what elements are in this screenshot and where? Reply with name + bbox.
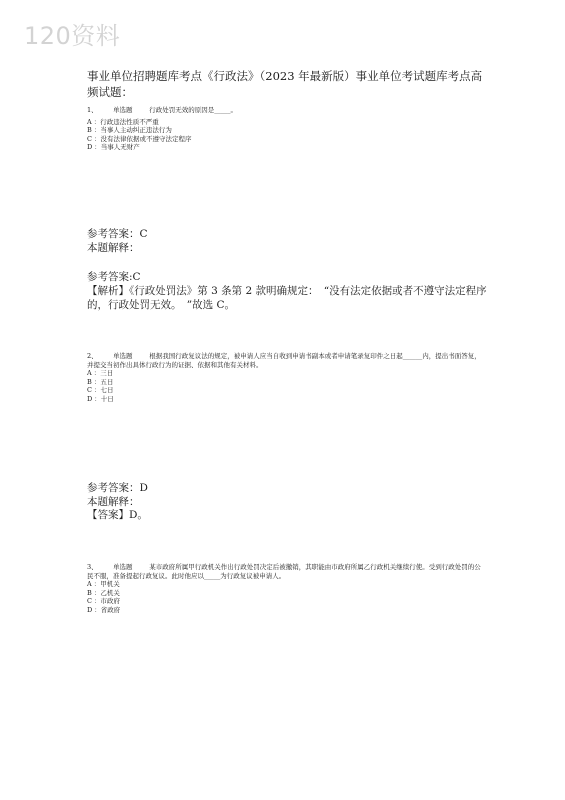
explanation-text: 【答案】D。 bbox=[87, 509, 148, 521]
explanation-answer: 参考答案:C bbox=[87, 271, 141, 283]
answer-block-2 bbox=[87, 482, 487, 523]
answer-block-1 bbox=[87, 228, 487, 255]
option-d: D ：十日 bbox=[87, 394, 114, 403]
option-list bbox=[87, 118, 487, 152]
option-d: D ：当事人无财产 bbox=[87, 143, 140, 152]
question-stem: 1、 单选题 行政处罚无效的原因是_____。 bbox=[87, 106, 238, 114]
reference-answer: 参考答案：C bbox=[87, 228, 148, 240]
watermark-logo: 120资料 bbox=[24, 22, 121, 50]
explain-label: 本题解释： bbox=[87, 495, 140, 508]
explanation-text: 【解析】《行政处罚法》第 3 条第 2 款明确规定： “没有法定依据或者不遵守法定程序的，行政处罚无效。 ”故选 C。 bbox=[87, 285, 487, 311]
option-a: A ：行政违法性质不严重 bbox=[87, 117, 159, 126]
question-2 bbox=[87, 352, 487, 404]
option-b: B ：当事人主动纠正违法行为 bbox=[87, 126, 172, 135]
reference-answer: 参考答案：D bbox=[87, 482, 148, 494]
document-title: 事业单位招聘题库考点《行政法》（2023 年最新版）事业单位考试题库考点高频试题： bbox=[87, 69, 483, 99]
option-c: C ：没有法律依据或不遵守法定程序 bbox=[87, 134, 192, 143]
question-stem: 2、 单选题 根据我国行政复议法的规定，被申请人应当自收到申请书副本或者申请笔录复印件之日起______内，提出书面答复，并提交当初作出具体行政行为的证据、依据和其他有关材料。 bbox=[87, 352, 481, 369]
question-3 bbox=[87, 563, 487, 615]
option-d: D ：省政府 bbox=[87, 605, 121, 614]
question-stem: 3、 单选题 某市政府所属甲行政机关作出行政处罚决定后被撤销，其职能由市政府所属乙行政机关继续行使。受到行政处罚的公民不服，准备提起行政复议。此时他应以_____为行政复议被申请人。 bbox=[87, 563, 481, 580]
option-c: C ：七日 bbox=[87, 386, 114, 395]
option-a: A ：三日 bbox=[87, 369, 114, 378]
question-1 bbox=[87, 106, 487, 152]
explanation-1 bbox=[87, 270, 487, 312]
option-b: B ：五日 bbox=[87, 377, 114, 386]
option-list bbox=[87, 580, 487, 614]
option-c: C ：市政府 bbox=[87, 597, 121, 606]
option-b: B ：乙机关 bbox=[87, 588, 120, 597]
option-list bbox=[87, 369, 487, 403]
explain-label: 本题解释： bbox=[87, 241, 140, 254]
option-a: A ：甲机关 bbox=[87, 580, 120, 589]
